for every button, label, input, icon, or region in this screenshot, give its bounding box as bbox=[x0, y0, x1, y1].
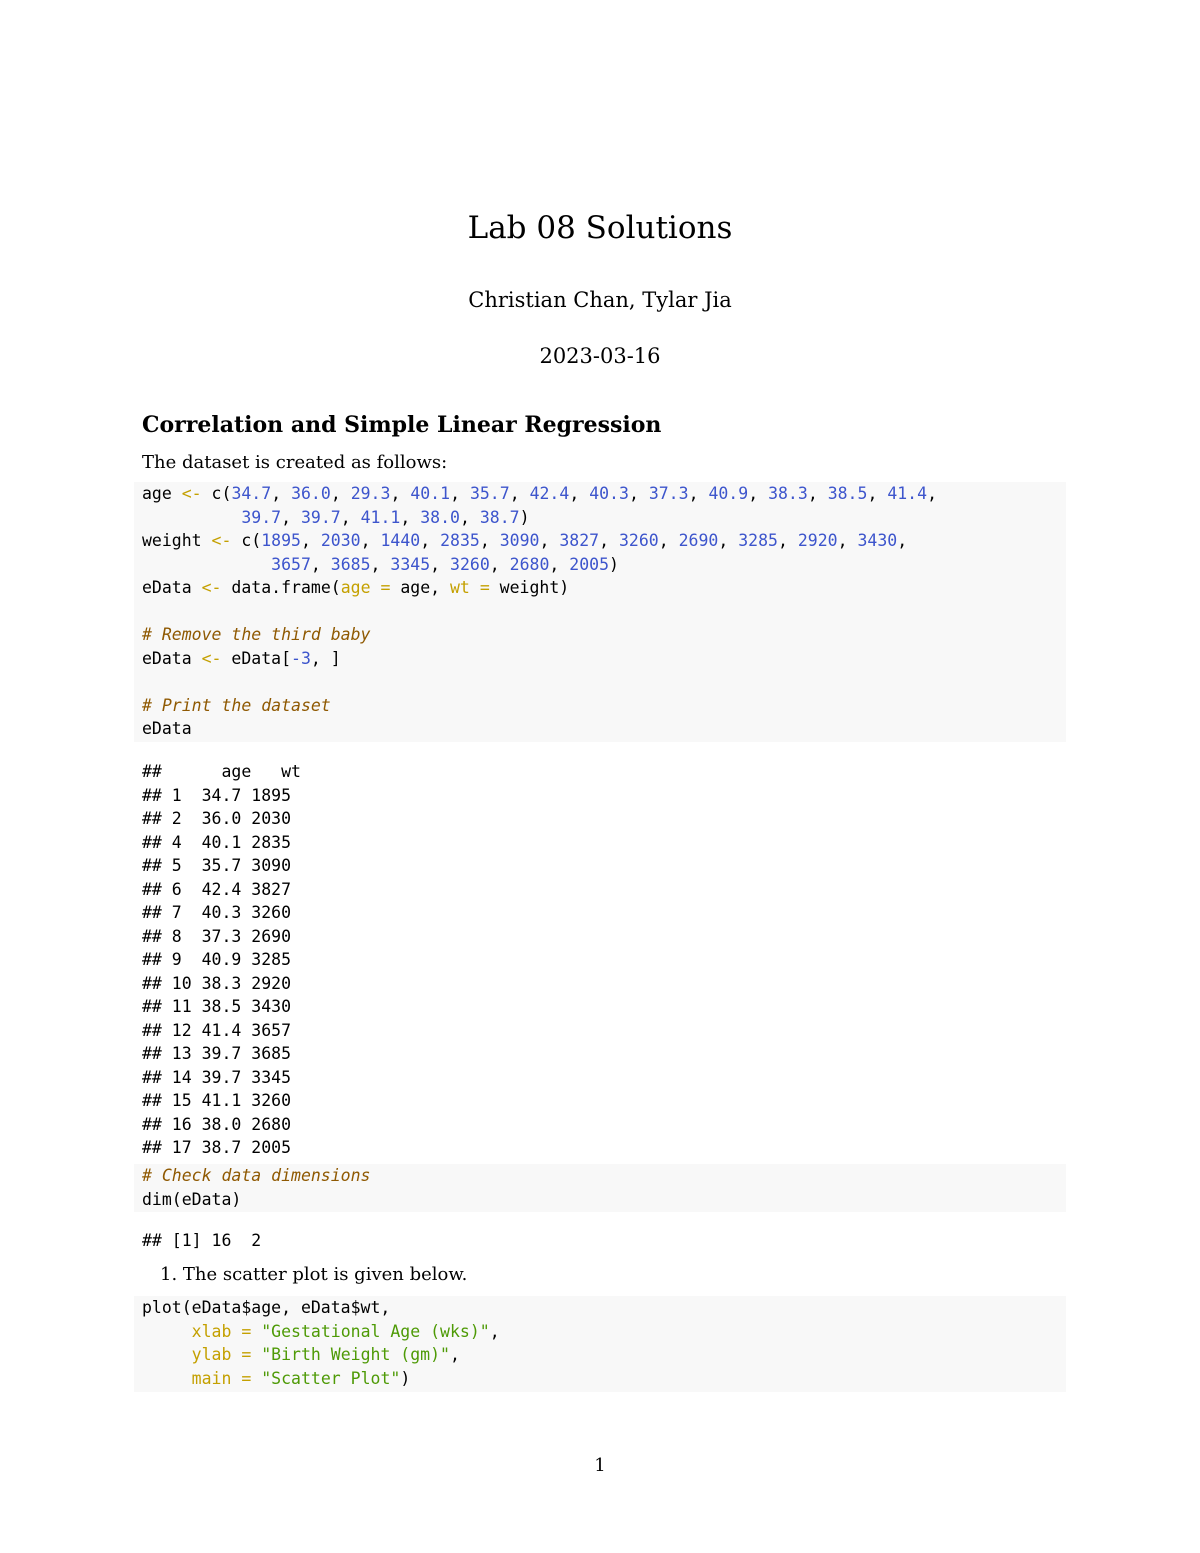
numeric-literal: 3090 bbox=[499, 531, 540, 550]
code-lines-dataset: age <- c(34.7, 36.0, 29.3, 40.1, 35.7, 42.4, 40.3, 37.3, 40.9, 38.3, 38.5, 41.4, 39.7, 39.7, 41.1, 38.0, 38.7) weight <- c(1895, 2030, 1440, 2835, 3090, 3827, 3260, 2690, 3285, 2920, 3430, 3657, 3685, 3345, 3260, 2680, 2005) eData <- data.frame(age = age, wt = weight) # Remove the third baby eData <- eData[-3, ] # Print the dataset eData bbox=[142, 484, 937, 738]
numeric-literal: 3685 bbox=[330, 554, 371, 574]
numeric-literal: 38.0 bbox=[420, 507, 460, 527]
table-row: ## 14 39.7 3345 bbox=[142, 1067, 292, 1087]
numeric-literal: 39.7 bbox=[241, 507, 282, 527]
table-row: ## 12 41.4 3657 bbox=[142, 1020, 292, 1040]
numeric-literal: 38.3 bbox=[768, 484, 808, 503]
comment-remove-third: # Remove the third baby bbox=[142, 625, 371, 644]
numeric-literal: 38.7 bbox=[479, 507, 520, 527]
section-heading: Correlation and Simple Linear Regression bbox=[142, 412, 662, 438]
table-row: ## 10 38.3 2920 bbox=[142, 973, 292, 993]
comment-check-dimensions: # Check data dimensions bbox=[142, 1166, 371, 1185]
numeric-literal: 2030 bbox=[320, 531, 361, 550]
numeric-literal: 37.3 bbox=[648, 484, 689, 503]
weight-values-line-2: 3657, 3685, 3345, 3260, 2680, 2005 bbox=[271, 554, 610, 574]
main-string: "Scatter Plot" bbox=[261, 1368, 401, 1388]
numeric-literal: 3430 bbox=[857, 531, 898, 550]
numeric-literal: 40.9 bbox=[708, 484, 749, 503]
numeric-literal: 41.4 bbox=[887, 484, 928, 503]
age-values-line-2: 39.7, 39.7, 41.1, 38.0, 38.7 bbox=[241, 507, 520, 527]
intro-paragraph: The dataset is created as follows: bbox=[142, 452, 448, 473]
numeric-literal: 38.5 bbox=[827, 484, 868, 503]
age-values-line-1: 34.7, 36.0, 29.3, 40.1, 35.7, 42.4, 40.3, 37.3, 40.9, 38.3, 38.5, 41.4, bbox=[231, 484, 937, 503]
table-row: ## 4 40.1 2835 bbox=[142, 832, 292, 852]
numeric-literal: 2920 bbox=[797, 531, 838, 550]
dataset-output bbox=[142, 760, 301, 1160]
list-item-text: The scatter plot is given below. bbox=[182, 1264, 468, 1285]
code-block-dataset bbox=[134, 482, 1066, 742]
comment-print-dataset: # Print the dataset bbox=[142, 695, 331, 715]
numeric-literal: 1440 bbox=[380, 531, 421, 550]
document-date: 2023-03-16 bbox=[539, 344, 661, 368]
numeric-literal: 1895 bbox=[261, 531, 301, 550]
list-item-scatter bbox=[160, 1264, 467, 1285]
numeric-literal: 36.0 bbox=[291, 484, 331, 503]
numeric-literal: 3827 bbox=[559, 531, 600, 550]
numeric-literal: 2005 bbox=[569, 554, 610, 574]
numeric-literal: 3285 bbox=[738, 531, 778, 550]
dataset-output-header: ## age wt bbox=[142, 762, 301, 781]
ylab-string: "Birth Weight (gm)" bbox=[261, 1345, 450, 1364]
dim-output bbox=[142, 1229, 261, 1253]
table-row: ## 9 40.9 3285 bbox=[142, 950, 292, 969]
xlab-string: "Gestational Age (wks)" bbox=[261, 1321, 490, 1341]
document-title: Lab 08 Solutions bbox=[467, 210, 733, 246]
numeric-literal: 3657 bbox=[271, 554, 311, 574]
document-author: Christian Chan, Tylar Jia bbox=[468, 288, 732, 312]
table-row: ## 5 35.7 3090 bbox=[142, 856, 292, 875]
numeric-literal: 3260 bbox=[618, 531, 659, 550]
table-row: ## 17 38.7 2005 bbox=[142, 1138, 292, 1157]
numeric-literal: 40.1 bbox=[410, 484, 451, 503]
dim-output-text: ## [1] 16 2 bbox=[142, 1231, 262, 1250]
numeric-literal: 42.4 bbox=[529, 484, 570, 503]
list-item-number: 1. bbox=[160, 1264, 178, 1285]
numeric-literal: 34.7 bbox=[231, 484, 272, 503]
numeric-literal: 41.1 bbox=[360, 507, 401, 527]
table-row: ## 13 39.7 3685 bbox=[142, 1044, 292, 1063]
plot-call-line: plot(eData$age, eData$wt, bbox=[142, 1298, 391, 1317]
table-row: ## 2 36.0 2030 bbox=[142, 809, 292, 828]
numeric-literal: 3260 bbox=[450, 554, 490, 574]
code-block-dim bbox=[134, 1164, 1066, 1212]
code-block-plot: plot(eData$age, eData$wt, xlab = "Gestational Age (wks)", ylab = "Birth Weight (gm)", main = "Scatter Plot") bbox=[134, 1296, 1066, 1392]
numeric-literal: 39.7 bbox=[300, 507, 341, 527]
table-row: ## 16 38.0 2680 bbox=[142, 1114, 292, 1134]
numeric-literal: 3345 bbox=[390, 554, 431, 574]
numeric-literal: 2835 bbox=[440, 531, 480, 550]
table-row: ## 1 34.7 1895 bbox=[142, 785, 292, 805]
page-number: 1 bbox=[594, 1455, 606, 1476]
table-row: ## 15 41.1 3260 bbox=[142, 1091, 292, 1110]
table-row: ## 11 38.5 3430 bbox=[142, 997, 292, 1016]
table-row: ## 6 42.4 3827 bbox=[142, 879, 292, 899]
weight-values-line-1: 1895, 2030, 1440, 2835, 3090, 3827, 3260, 2690, 3285, 2920, 3430, bbox=[261, 531, 908, 550]
numeric-literal: 40.3 bbox=[589, 484, 629, 503]
numeric-literal: 29.3 bbox=[350, 484, 391, 503]
dim-call: dim(eData) bbox=[142, 1189, 242, 1209]
table-row: ## 8 37.3 2690 bbox=[142, 926, 292, 946]
dataset-output-rows bbox=[142, 784, 301, 1160]
table-row: ## 7 40.3 3260 bbox=[142, 903, 292, 922]
numeric-literal: 35.7 bbox=[469, 484, 510, 503]
numeric-literal: 2690 bbox=[678, 531, 719, 550]
numeric-literal: 2680 bbox=[509, 554, 550, 574]
